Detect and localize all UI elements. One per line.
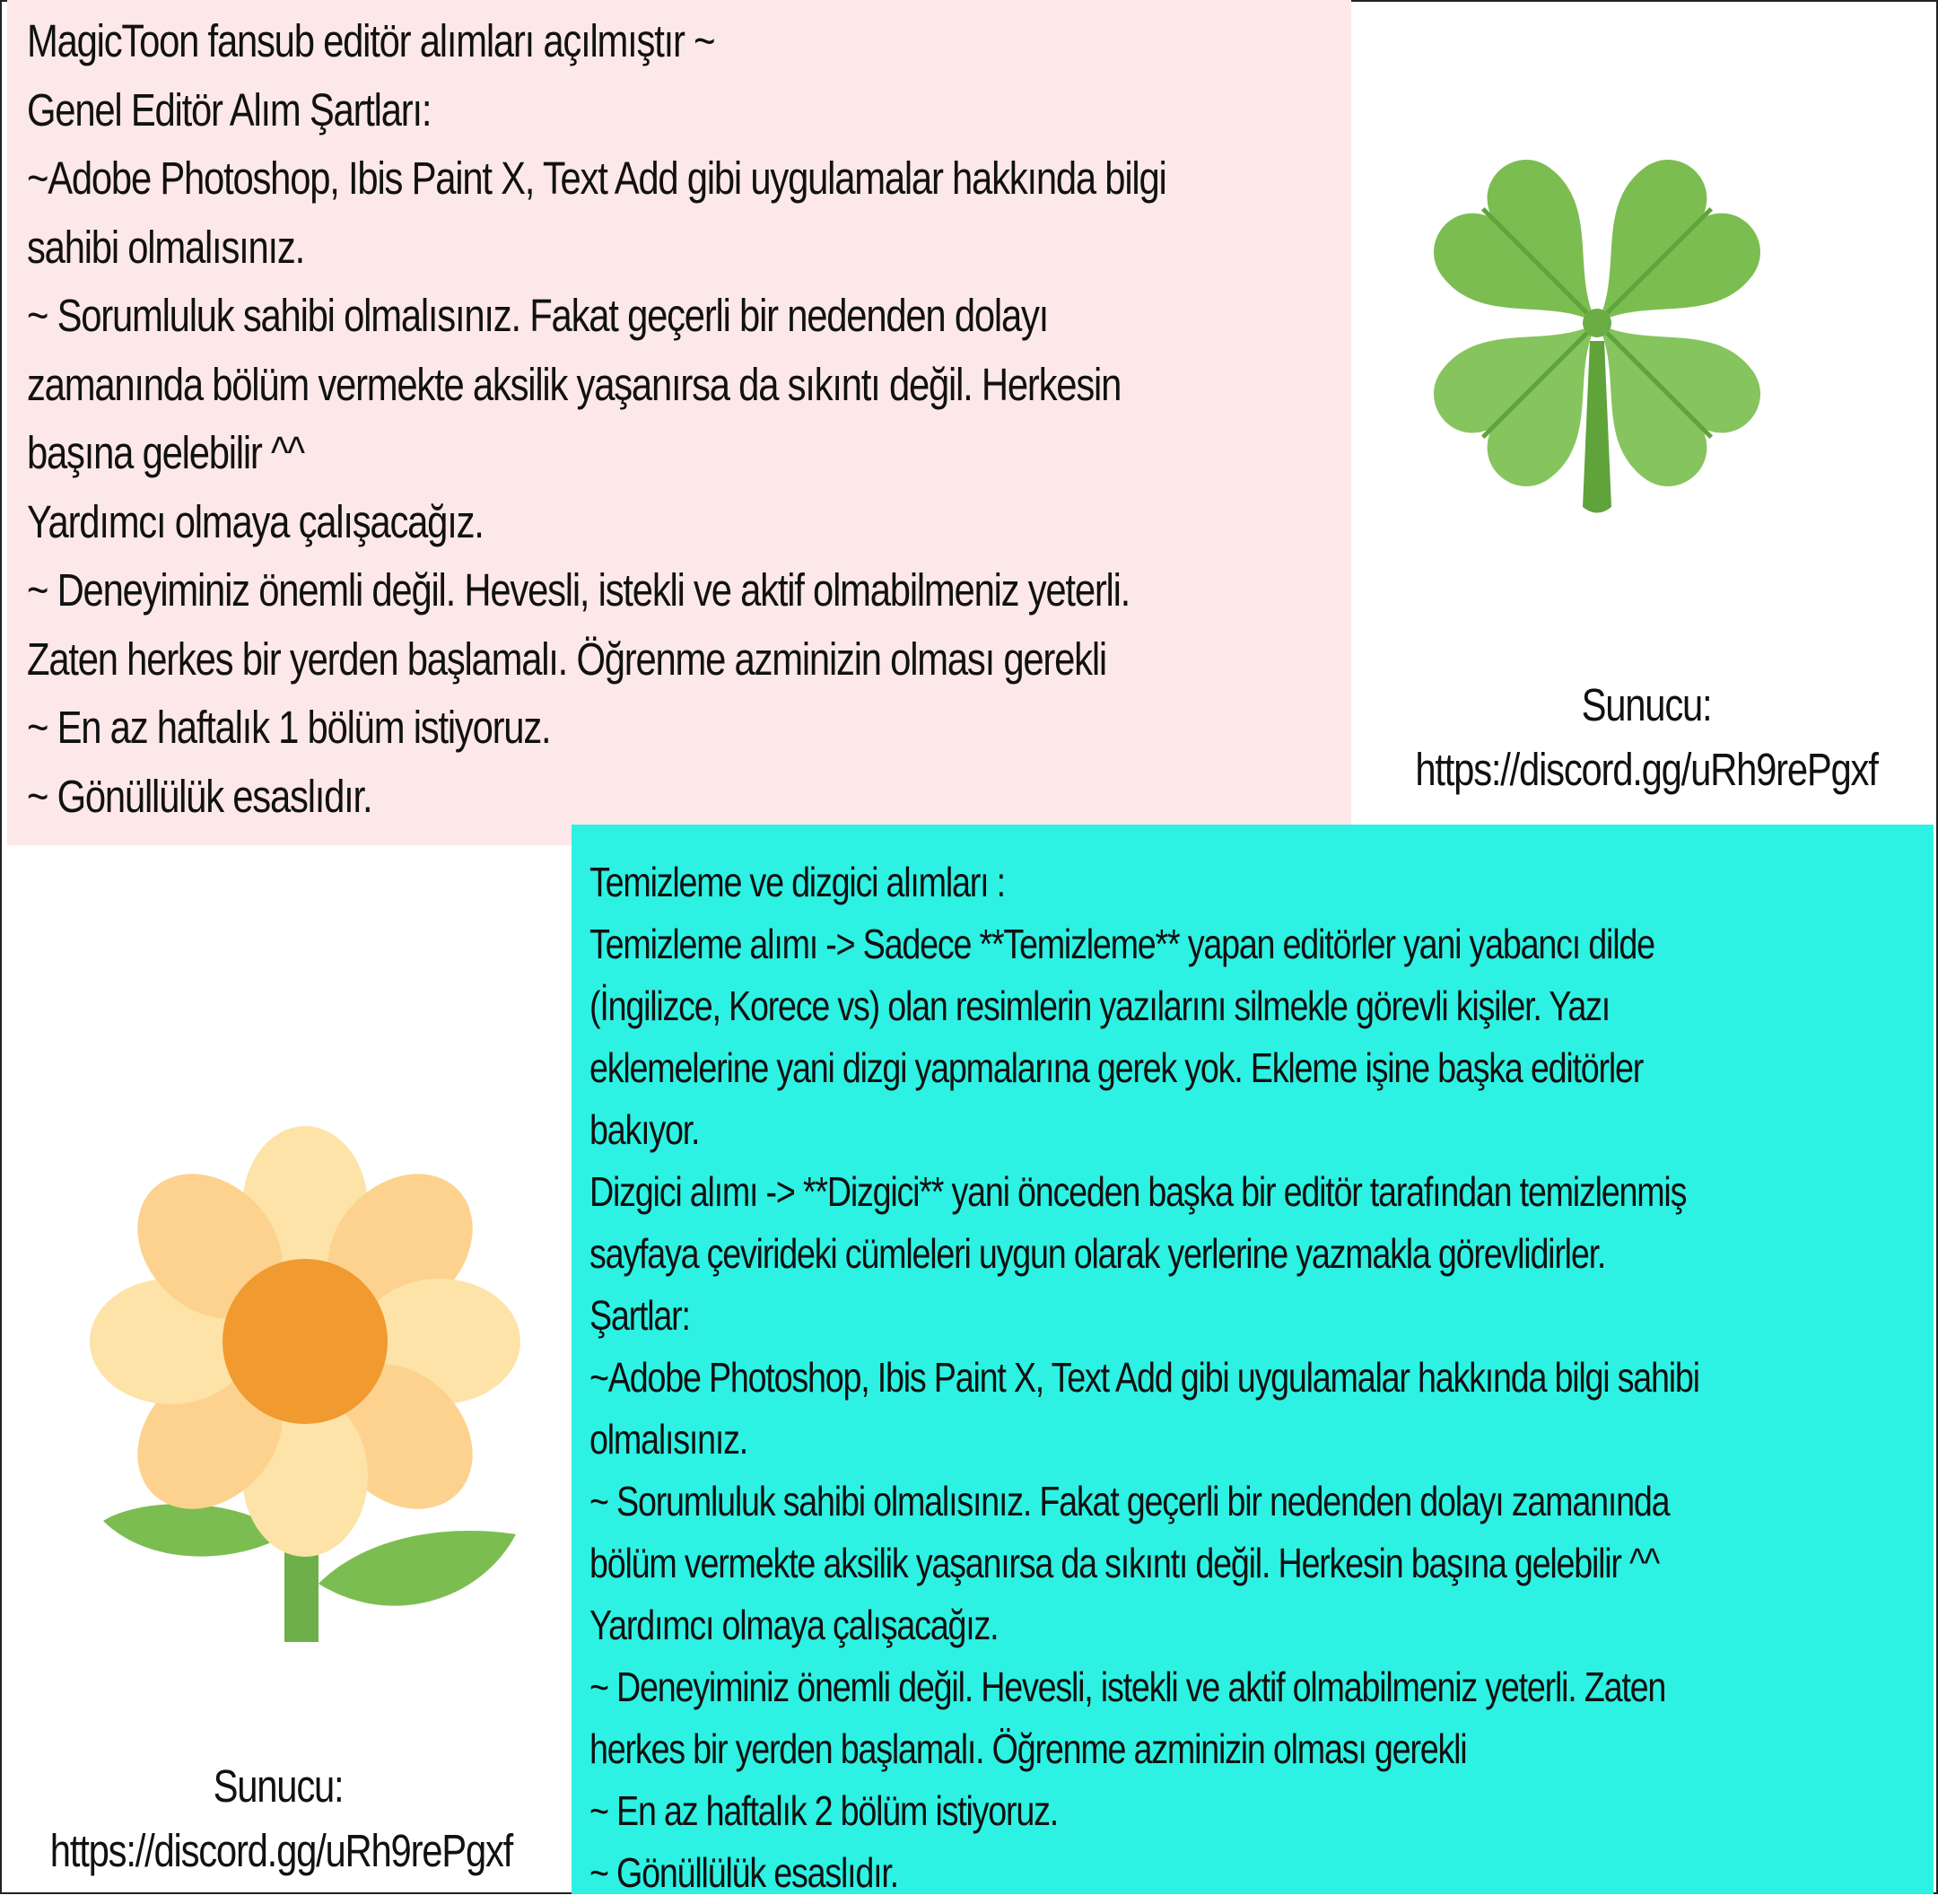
announcement-line: Zaten herkes bir yerden başlamalı. Öğrenme azminizin olması gerekli — [27, 633, 1106, 685]
announcement-line: MagicToon fansub editör alımları açılmıştır ~ — [27, 15, 715, 66]
flower-icon — [76, 1113, 534, 1651]
cleaning-line: eklemelerine yani dizgi yapmalarına gerek yok. Ekleme işine başka editörler — [589, 1044, 1644, 1091]
discord-link[interactable]: https://discord.gg/uRh9rePgxf — [1415, 744, 1878, 795]
cleaning-line: olmalısınız. — [589, 1416, 748, 1463]
cleaning-line: Temizleme ve dizgici alımları : — [589, 859, 1005, 905]
cleaning-line: Şartlar: — [589, 1292, 690, 1339]
cleaning-line: sayfaya çevirideki cümleleri uygun olarak yerlerine yazmakla görevlidirler. — [589, 1230, 1606, 1277]
announcement-line: ~Adobe Photoshop, Ibis Paint X, Text Add gibi uygulamalar hakkında bilgi — [27, 153, 1166, 204]
server-label: Sunucu: — [213, 1760, 344, 1812]
announcement-line: Yardımcı olmaya çalışacağız. — [27, 495, 484, 547]
announcement-line: sahibi olmalısınız. — [27, 221, 305, 273]
cleaning-line: Dizgici alımı -> **Dizgici** yani önceden başka bir editör tarafından temizlenmiş — [589, 1168, 1687, 1215]
cleaning-line: bakıyor. — [589, 1106, 700, 1153]
server-label: Sunucu: — [1581, 679, 1712, 730]
cleaning-line: herkes bir yerden başlamalı. Öğrenme azminizin olması gerekli — [589, 1725, 1467, 1772]
announcement-line: ~ Sorumluluk sahibi olmalısınız. Fakat geçerli bir nedenden dolayı — [27, 290, 1049, 341]
cleaning-line: Yardımcı olmaya çalışacağız. — [589, 1602, 999, 1648]
clover-icon — [1400, 117, 1794, 520]
general-requirements-panel — [7, 0, 1351, 845]
cleaning-line: bölüm vermekte aksilik yaşanırsa da sıkıntı değil. Herkesin başına gelebilir ^^ — [589, 1540, 1659, 1586]
cleaning-line: ~ Sorumluluk sahibi olmalısınız. Fakat geçerli bir nedenden dolayı zamanında — [589, 1478, 1670, 1524]
announcement-line: ~ En az haftalık 1 bölüm istiyoruz. — [27, 702, 551, 753]
server-info-right — [1359, 673, 1934, 802]
cleaning-typesetting-panel — [572, 825, 1934, 1894]
announcement-line: zamanında bölüm vermekte aksilik yaşanırsa da sıkıntı değil. Herkesin — [27, 358, 1122, 410]
cleaning-line: (İngilizce, Korece vs) olan resimlerin yazılarını silmekle görevli kişiler. Yazı — [589, 983, 1611, 1029]
discord-link[interactable]: https://discord.gg/uRh9rePgxf — [49, 1825, 513, 1876]
cleaning-line: ~ Deneyiminiz önemli değil. Hevesli, istekli ve aktif olmabilmeniz yeterli. Zaten — [589, 1664, 1666, 1710]
announcement-line: Genel Editör Alım Şartları: — [27, 83, 432, 135]
server-info-left — [0, 1754, 556, 1883]
cleaning-line: Temizleme alımı -> Sadece **Temizleme** yapan editörler yani yabancı dilde — [589, 921, 1654, 967]
cleaning-line: ~ Gönüllülük esaslıdır. — [589, 1849, 898, 1896]
announcement-line: başına gelebilir ^^ — [27, 427, 304, 478]
announcement-line: ~ Gönüllülük esaslıdır. — [27, 770, 372, 822]
announcement-line: ~ Deneyiminiz önemli değil. Hevesli, istekli ve aktif olmabilmeniz yeterli. — [27, 564, 1130, 616]
cleaning-line: ~ En az haftalık 2 bölüm istiyoruz. — [589, 1787, 1058, 1834]
cleaning-line: ~Adobe Photoshop, Ibis Paint X, Text Add gibi uygulamalar hakkında bilgi sahibi — [589, 1354, 1699, 1401]
